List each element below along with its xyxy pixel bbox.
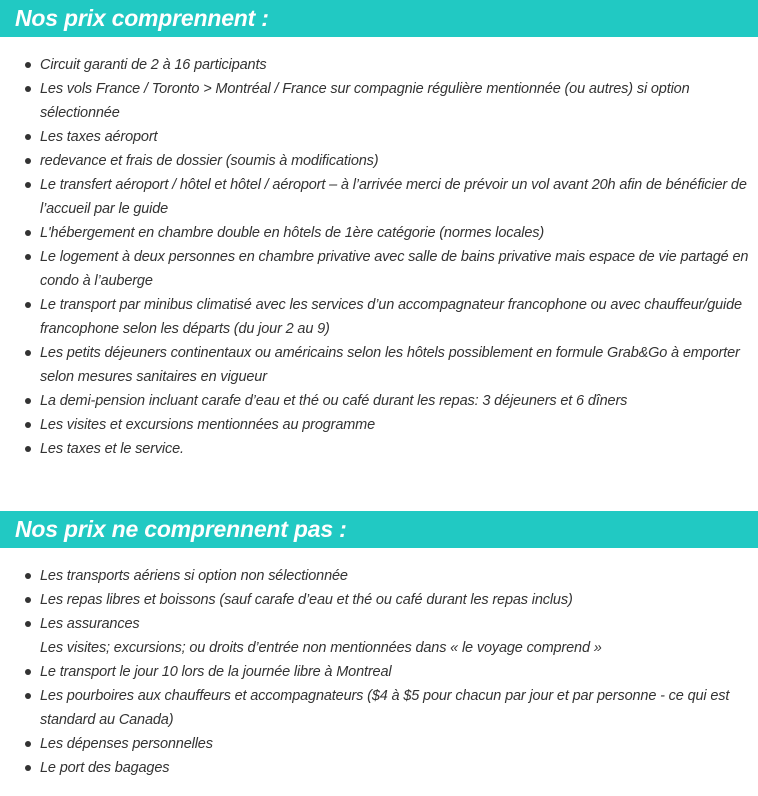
excluded-header: Nos prix ne comprennent pas : (0, 511, 758, 548)
bullet-icon (25, 741, 31, 747)
bullet-icon (25, 254, 31, 260)
included-list-item (0, 53, 758, 77)
included-item-text: Le logement à deux personnes en chambre privative avec salle de bains privative mais espace de vie partagé en condo à l’auberge (40, 249, 749, 289)
excluded-item-text: Les transports aériens si option non sélectionnée (40, 568, 348, 584)
included-list-item (0, 77, 758, 125)
bullet-icon (25, 158, 31, 164)
included-item-text: Les taxes et le service. (40, 441, 184, 457)
included-list-item (0, 413, 758, 437)
included-item-text: Les visites et excursions mentionnées au programme (40, 417, 376, 433)
included-item-text: Le transfert aéroport / hôtel et hôtel / aéroport – à l’arrivée merci de prévoir un vol avant 20h afin de bénéficier de l’accueil par le guide (40, 177, 747, 217)
included-list-item (0, 125, 758, 149)
bullet-icon (25, 62, 31, 68)
included-item-text: Les taxes aéroport (40, 129, 158, 145)
excluded-list-item (0, 636, 758, 660)
included-item-text: Le transport par minibus climatisé avec les services d’un accompagnateur francophone ou avec chauffeur/guide francophone selon les départs (du jour 2 au 9) (40, 297, 742, 337)
included-item-text: Les petits déjeuners continentaux ou américains selon les hôtels possiblement en formule Grab&Go à emporter selon mesures sanitaires en vigueur (40, 345, 740, 385)
excluded-item-text: Les visites; excursions; ou droits d’entrée non mentionnées dans « le voyage comprend » (40, 640, 602, 656)
bullet-icon (25, 422, 31, 428)
bullet-icon (25, 350, 31, 356)
bullet-icon (25, 621, 31, 627)
excluded-list-item (0, 756, 758, 780)
included-list-item (0, 293, 758, 341)
bullet-icon (25, 134, 31, 140)
bullet-icon (25, 230, 31, 236)
included-item-text: Circuit garanti de 2 à 16 participants (40, 57, 267, 73)
excluded-list-item (0, 564, 758, 588)
bullet-icon (25, 573, 31, 579)
bullet-icon (25, 693, 31, 699)
excluded-item-text: Le transport le jour 10 lors de la journée libre à Montreal (40, 664, 392, 680)
included-item-text: Les vols France / Toronto > Montréal / France sur compagnie régulière mentionnée (ou autres) si option sélectionnée (40, 81, 690, 121)
bullet-icon (25, 597, 31, 603)
excluded-list-item (0, 588, 758, 612)
excluded-item-text: Les dépenses personnelles (40, 736, 213, 752)
bullet-icon (25, 446, 31, 452)
included-item-text: L'hébergement en chambre double en hôtels de 1ère catégorie (normes locales) (40, 225, 545, 241)
excluded-item-text: Les assurances (40, 616, 140, 632)
excluded-item-text: Les repas libres et boissons (sauf carafe d’eau et thé ou café durant les repas inclus) (40, 592, 573, 608)
excluded-list-item (0, 612, 758, 636)
excluded-list-item (0, 660, 758, 684)
excluded-section (0, 511, 758, 780)
excluded-list-item (0, 684, 758, 732)
bullet-icon (25, 669, 31, 675)
included-list-item (0, 437, 758, 461)
excluded-list (0, 564, 758, 780)
bullet-icon (25, 398, 31, 404)
included-header: Nos prix comprennent : (0, 0, 758, 37)
excluded-item-text: Le port des bagages (40, 760, 170, 776)
included-list-item (0, 221, 758, 245)
bullet-icon (25, 302, 31, 308)
included-list-item (0, 341, 758, 389)
included-list-item (0, 149, 758, 173)
included-list-item (0, 389, 758, 413)
included-item-text: La demi-pension incluant carafe d’eau et thé ou café durant les repas: 3 déjeuners et 6 dîners (40, 393, 628, 409)
included-item-text: redevance et frais de dossier (soumis à modifications) (40, 153, 379, 169)
bullet-icon (25, 182, 31, 188)
excluded-item-text: Les pourboires aux chauffeurs et accompagnateurs ($4 à $5 pour chacun par jour et par personne - ce qui est standard au Canada) (40, 688, 730, 728)
included-list (0, 53, 758, 461)
bullet-icon (25, 86, 31, 92)
bullet-icon (25, 765, 31, 771)
included-list-item (0, 245, 758, 293)
excluded-list-item (0, 732, 758, 756)
included-list-item (0, 173, 758, 221)
